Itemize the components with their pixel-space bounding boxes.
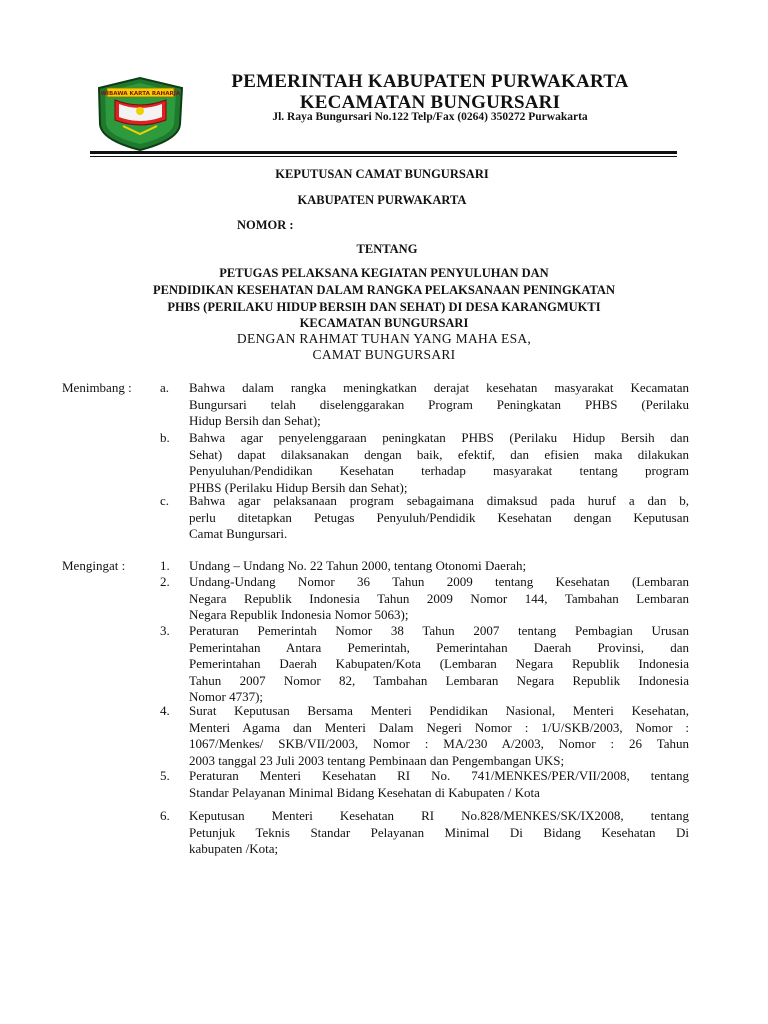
text-line: Peraturan Pemerintah Nomor 38 Tahun 2007 tentang Pembagian Urusan [189, 623, 689, 638]
letterhead-address: Jl. Raya Bungursari No.122 Telp/Fax (0264) 350272 Purwakarta [272, 111, 588, 123]
subject-line-1: PETUGAS PELAKSANA KEGIATAN PENYULUHAN DAN [219, 266, 549, 280]
decree-number: NOMOR : [237, 218, 294, 232]
text-line: Hidup Bersih dan Sehat); [189, 413, 321, 428]
decree-title: KEPUTUSAN CAMAT BUNGURSARI [275, 167, 489, 181]
subject-line-2: PENDIDIKAN KESEHATAN DALAM RANGKA PELAKSANAAN PENINGKATAN [153, 283, 615, 297]
text-line: Petunjuk Teknis Standar Pelayanan Minimal Di Bidang Kesehatan Di [189, 824, 689, 840]
menimbang-item-a [189, 380, 689, 430]
mengingat-item-2 [189, 574, 689, 624]
mengingat-marker-2: 2. [160, 574, 170, 589]
mengingat-label: Mengingat : [62, 558, 126, 573]
mengingat-marker-1: 1. [160, 558, 170, 573]
text-line: Negara Republik Indonesia Nomor 5063); [189, 607, 409, 622]
text-line: Pemerintahan Antara Pemerintah, Pemerintahan Daerah Provinsi, dan [189, 639, 689, 655]
mengingat-item-3 [189, 623, 689, 706]
text-line: Bahwa agar penyelenggaraan peningkatan PHBS (Perilaku Hidup Bersih dan [189, 430, 689, 445]
menimbang-marker-c: c. [160, 493, 170, 508]
menimbang-marker-a: a. [160, 380, 170, 395]
letterhead-divider-thin [90, 156, 677, 157]
text-line: Undang-Undang Nomor 36 Tahun 2009 tentang Kesehatan (Lembaran [189, 574, 689, 589]
text-line: Peraturan Menteri Kesehatan RI No. 741/MENKES/PER/VII/2008, tentang [189, 768, 689, 783]
letterhead-government: PEMERINTAH KABUPATEN PURWAKARTA [231, 71, 629, 92]
text-line: Undang – Undang No. 22 Tahun 2000, tentang Otonomi Daerah; [189, 558, 527, 573]
text-line: Surat Keputusan Bersama Menteri Pendidikan Nasional, Menteri Kesehatan, [189, 703, 689, 718]
mengingat-marker-3: 3. [160, 623, 170, 638]
mengingat-item-6 [189, 808, 689, 858]
mengingat-marker-4: 4. [160, 703, 170, 718]
text-line: perlu ditetapkan Petugas Penyuluh/Pendidik Kesehatan dengan Keputusan [189, 509, 689, 525]
mengingat-item-1 [189, 558, 689, 575]
text-line: Sehat) dapat dilaksanakan dengan baik, efektif, dan efisien maka dilakukan [189, 446, 689, 462]
subject-line-3: PHBS (PERILAKU HIDUP BERSIH DAN SEHAT) DI DESA KARANGMUKTI [167, 300, 601, 314]
text-line: Penyuluhan/Pendidikan Kesehatan terhadap masyarakat tentang program [189, 463, 689, 478]
menimbang-marker-b: b. [160, 430, 170, 445]
grace-line-2: CAMAT BUNGURSARI [312, 347, 456, 362]
text-line: Negara Republik Indonesia Tahun 2009 Nomor 144, Tambahan Lembaran [189, 590, 689, 606]
text-line: Keputusan Menteri Kesehatan RI No.828/MENKES/SK/IX2008, tentang [189, 808, 689, 823]
mengingat-item-5 [189, 768, 689, 801]
text-line: Bahwa dalam rangka meningkatkan derajat kesehatan masyarakat Kecamatan [189, 380, 689, 395]
text-line: Bahwa agar pelaksanaan program sebagaimana dimaksud pada huruf a dan b, [189, 493, 689, 508]
text-line: Nomor 4737); [189, 689, 264, 704]
mengingat-marker-5: 5. [160, 768, 170, 783]
menimbang-item-b [189, 430, 689, 496]
letterhead-divider-thick [90, 151, 677, 154]
decree-about: TENTANG [356, 242, 418, 256]
text-line: Menteri Agama dan Menteri Dalam Negeri Nomor : 1/U/SKB/2003, Nomor : [189, 719, 689, 735]
regency-emblem-logo [93, 74, 188, 152]
logo-banner-text: WIBAWA KARTA RAHARJA [100, 91, 181, 97]
mengingat-item-4 [189, 703, 689, 769]
text-line: 1067/Menkes/ SKB/VII/2003, Nomor : MA/230 A/2003, Nomor : 26 Tahun [189, 736, 689, 751]
text-line: PHBS (Perilaku Hidup Bersih dan Sehat); [189, 479, 408, 495]
grace-line-1: DENGAN RAHMAT TUHAN YANG MAHA ESA, [236, 331, 532, 346]
text-line: kabupaten /Kota; [189, 841, 279, 856]
subject-line-4: KECAMATAN BUNGURSARI [299, 316, 469, 330]
text-line: Standar Pelayanan Minimal Bidang Kesehatan di Kabupaten / Kota [189, 784, 540, 800]
text-line: Bungursari telah diselenggarakan Program Peningkatan PHBS (Perilaku [189, 396, 689, 412]
menimbang-label: Menimbang : [62, 380, 132, 395]
letterhead-district: KECAMATAN BUNGURSARI [299, 92, 561, 113]
mengingat-marker-6: 6. [160, 808, 170, 823]
menimbang-item-c [189, 493, 689, 543]
text-line: Tahun 2007 Nomor 82, Tambahan Lembaran Negara Republik Indonesia [189, 672, 689, 688]
text-line: Pemerintahan Daerah Kabupaten/Kota (Lembaran Negara Republik Indonesia [189, 656, 689, 671]
decree-regency: KABUPATEN PURWAKARTA [297, 193, 467, 207]
text-line: Camat Bungursari. [189, 526, 288, 541]
text-line: 2003 tanggal 23 Juli 2003 tentang Pembinaan dan Pengembangan UKS; [189, 752, 565, 768]
